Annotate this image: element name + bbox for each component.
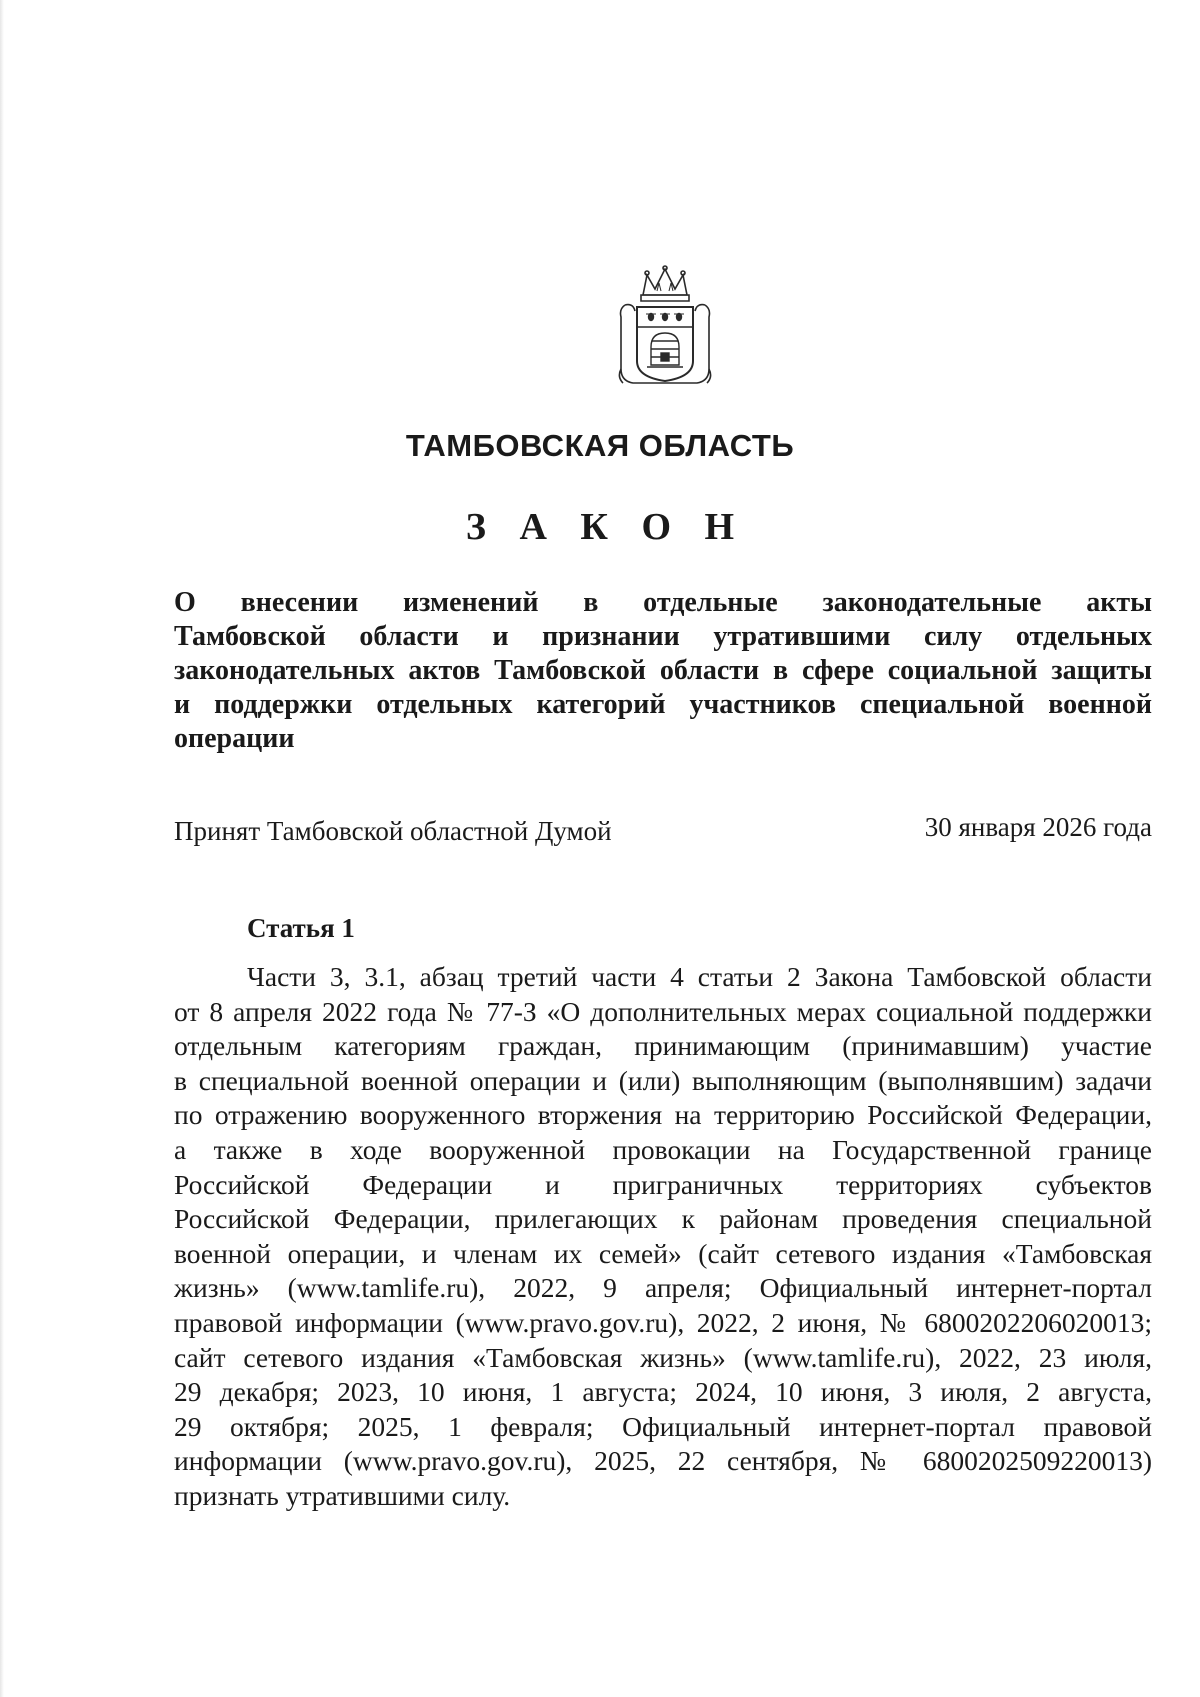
tambov-coat-of-arms-icon bbox=[613, 265, 717, 393]
title-line: О внесении изменений в отдельные законодательные акты bbox=[174, 587, 1152, 618]
article-line: по отражению вооруженного вторжения на территорию Российской Федерации, bbox=[174, 1099, 1152, 1131]
article-line: 29 декабря; 2023, 10 июня, 1 августа; 2024, 10 июня, 3 июля, 2 августа, bbox=[174, 1376, 1152, 1408]
document-type: З А К О Н bbox=[465, 506, 747, 548]
article-line: сайт сетевого издания «Тамбовская жизнь» (www.tamlife.ru), 2022, 23 июля, bbox=[174, 1341, 1152, 1373]
article-line: признать утратившими силу. bbox=[174, 1479, 511, 1511]
title-line: операции bbox=[174, 723, 295, 754]
article-line: отдельным категориям граждан, принимающим (принимавшим) участие bbox=[174, 1030, 1152, 1062]
article-line: Части 3, 3.1, абзац третий части 4 статьи 2 Закона Тамбовской области bbox=[247, 961, 1152, 992]
article-body bbox=[174, 960, 1152, 1514]
article-line: информации (www.pravo.gov.ru), 2025, 22 сентября, № 6800202509220013) bbox=[174, 1445, 1152, 1477]
law-title bbox=[174, 586, 1152, 756]
article-line: жизнь» (www.tamlife.ru), 2022, 9 апреля; Официальный интернет-портал bbox=[174, 1272, 1152, 1304]
scan-edge bbox=[0, 0, 4, 1697]
article-line: Российской Федерации и приграничных территориях субъектов bbox=[174, 1168, 1152, 1200]
adopted-by: Принят Тамбовской областной Думой bbox=[174, 816, 612, 846]
title-line: и поддержки отдельных категорий участников специальной военной bbox=[174, 689, 1152, 720]
article-line: 29 октября; 2025, 1 февраля; Официальный интернет-портал правовой bbox=[174, 1410, 1152, 1442]
article-line: а также в ходе вооруженной провокации на Государственной границе bbox=[174, 1133, 1152, 1165]
title-line: законодательных актов Тамбовской области в сфере социальной защиты bbox=[174, 655, 1152, 686]
article-line: Российской Федерации, прилегающих к районам проведения специальной bbox=[174, 1203, 1152, 1235]
article-line: военной операции, и членам их семей» (сайт сетевого издания «Тамбовская bbox=[174, 1237, 1152, 1269]
region-name: ТАМБОВСКАЯ ОБЛАСТЬ bbox=[405, 428, 795, 463]
article-line: от 8 апреля 2022 года № 77-З «О дополнительных мерах социальной поддержки bbox=[174, 995, 1152, 1027]
title-line: Тамбовской области и признании утратившими силу отдельных bbox=[174, 621, 1152, 652]
article-line: в специальной военной операции и (или) выполняющим (выполнявшим) задачи bbox=[174, 1064, 1152, 1096]
adoption-date: 30 января 2026 года bbox=[924, 812, 1152, 842]
article-heading: Статья 1 bbox=[247, 913, 355, 943]
article-line: правовой информации (www.pravo.gov.ru), 2022, 2 июня, № 6800202206020013; bbox=[174, 1306, 1152, 1338]
